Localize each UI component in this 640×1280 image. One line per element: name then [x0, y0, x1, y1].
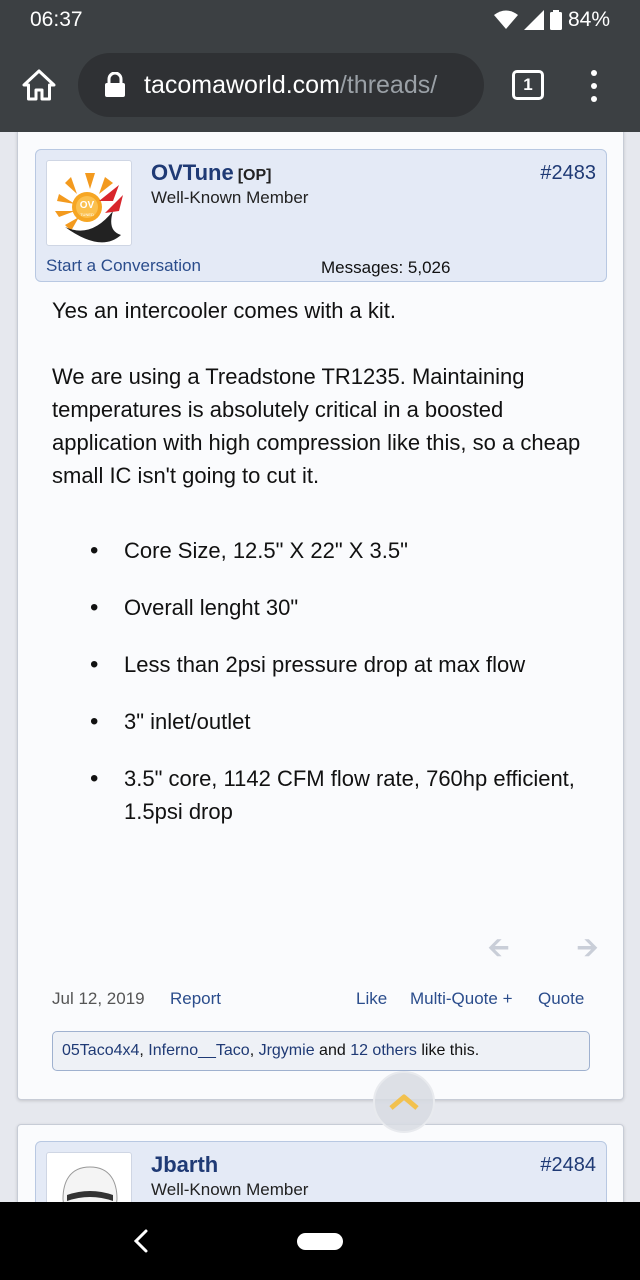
post-navigation: [488, 929, 598, 962]
username[interactable]: Jbarth: [151, 1152, 219, 1177]
tab-switcher-button[interactable]: 1: [512, 70, 544, 100]
battery-icon: [550, 10, 562, 30]
liker-link[interactable]: 05Taco4x4: [62, 1042, 140, 1059]
post: [17, 1124, 624, 1202]
more-vert-icon[interactable]: [580, 68, 608, 104]
spec-list: [90, 534, 592, 828]
system-nav-bar: [0, 1202, 640, 1280]
start-conversation-link[interactable]: Start a Conversation: [46, 256, 201, 275]
op-tag: [OP]: [237, 167, 272, 184]
lock-icon: [104, 72, 126, 98]
avatar[interactable]: [46, 160, 132, 246]
status-icons: [494, 8, 610, 32]
ovtune-logo-icon: [47, 161, 132, 246]
arrow-right-icon[interactable]: 🡪: [576, 932, 598, 962]
report-link[interactable]: Report: [170, 989, 222, 1008]
url-domain: tacomaworld.com: [144, 70, 340, 99]
chevron-up-icon: [388, 1092, 420, 1112]
home-icon: [22, 68, 56, 102]
thread-page: [0, 132, 640, 1202]
url-path: /threads/: [339, 70, 438, 99]
status-time: 06:37: [30, 8, 83, 31]
post-paragraph: Yes an intercooler comes with a kit.: [52, 298, 397, 323]
list-item: • Core Size, 12.5" X 22" X 3.5": [90, 534, 592, 567]
list-item: • 3" inlet/outlet: [90, 705, 592, 738]
url-text: [144, 71, 437, 100]
list-item: • Overall lenght 30": [90, 591, 592, 624]
back-icon[interactable]: [130, 1228, 152, 1254]
svg-text:OV: OV: [79, 200, 95, 211]
likes-summary: 05Taco4x4, Inferno__Taco, Jrgymie and 12 others like this.: [52, 1031, 590, 1071]
message-count: Messages: 5,026: [321, 258, 451, 277]
others-link[interactable]: 12 others: [350, 1042, 417, 1059]
stormtrooper-avatar-icon: [47, 1153, 132, 1202]
username[interactable]: OVTune [OP]: [151, 160, 272, 185]
svg-text:TUNED: TUNED: [80, 212, 94, 217]
address-bar[interactable]: [78, 53, 484, 117]
scroll-to-top-button[interactable]: [373, 1071, 435, 1133]
post: [17, 132, 624, 1100]
post-number-link[interactable]: #2484: [540, 1154, 596, 1176]
post-body: [52, 294, 592, 852]
browser-toolbar: [0, 40, 640, 132]
post-paragraph: We are using a Treadstone TR1235. Maintaining temperatures is absolutely critical in a boosted application with high compression like this, so a cheap small IC isn't going to cut it.: [52, 364, 581, 488]
list-item: • Less than 2psi pressure drop at max flow: [90, 648, 592, 681]
multi-quote-link[interactable]: Multi-Quote +: [410, 989, 513, 1008]
avatar[interactable]: [46, 1152, 132, 1202]
wifi-icon: [494, 10, 518, 30]
post-footer: [52, 989, 592, 1013]
user-title: Well-Known Member: [151, 1180, 309, 1199]
signal-icon: [524, 10, 544, 30]
user-info-box: [35, 149, 607, 282]
battery-percent: 84%: [567, 8, 610, 31]
list-item: • 3.5" core, 1142 CFM flow rate, 760hp efficient, 1.5psi drop: [90, 762, 592, 828]
status-bar: [0, 0, 640, 40]
home-button[interactable]: [18, 64, 60, 106]
user-title: Well-Known Member: [151, 188, 309, 207]
user-info-box: [35, 1141, 607, 1202]
like-link[interactable]: Like: [356, 989, 388, 1008]
quote-link[interactable]: Quote: [538, 989, 585, 1008]
arrow-left-icon[interactable]: 🡨: [488, 932, 510, 962]
post-date: Jul 12, 2019: [52, 989, 145, 1008]
home-pill-button[interactable]: [297, 1233, 343, 1250]
liker-link[interactable]: Inferno__Taco: [148, 1042, 250, 1059]
liker-link[interactable]: Jrgymie: [258, 1042, 315, 1059]
post-number-link[interactable]: #2483: [540, 162, 596, 184]
